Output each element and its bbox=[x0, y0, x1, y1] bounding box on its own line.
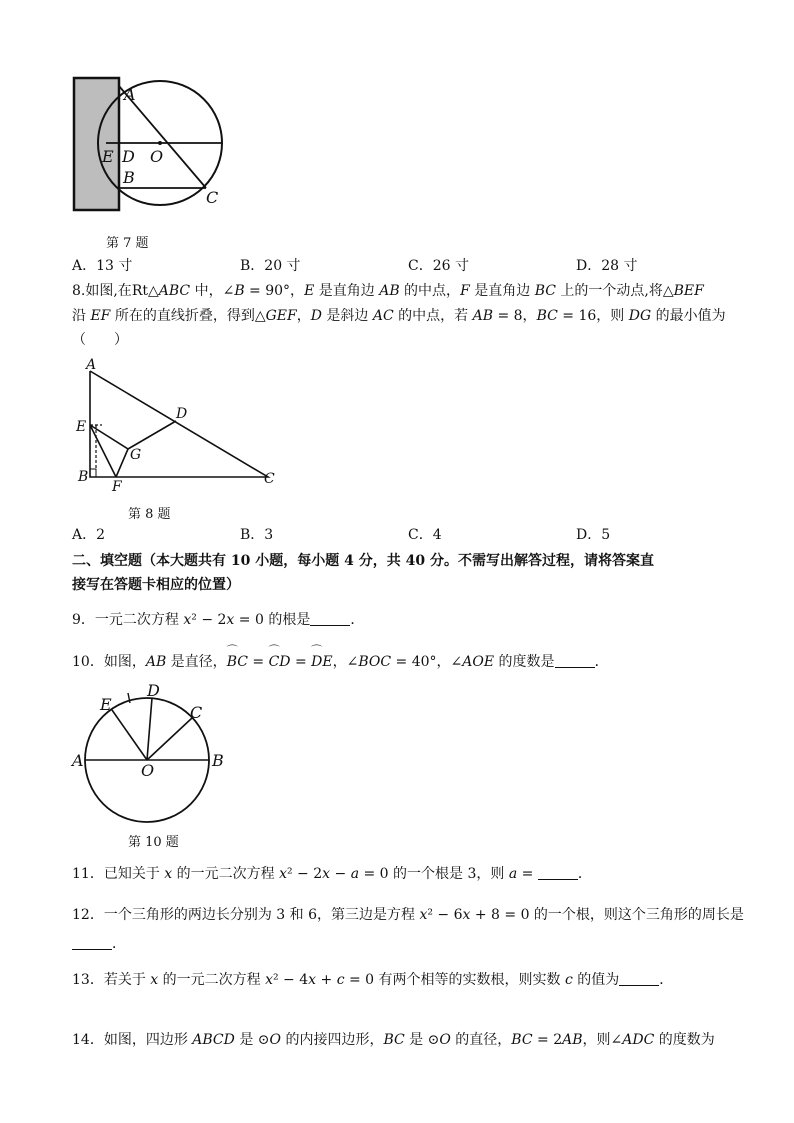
q8-option-b: B．3 bbox=[240, 527, 274, 543]
q13-answer-blank[interactable] bbox=[619, 971, 659, 986]
q7-caption: 第 7 题 bbox=[106, 236, 149, 251]
q10-answer-blank[interactable] bbox=[555, 653, 595, 668]
q7-option-c: C．26 寸 bbox=[408, 258, 469, 274]
fig8-segment-DG bbox=[128, 421, 176, 449]
fig8-label-C: C bbox=[264, 471, 275, 487]
fig10-label-C: C bbox=[190, 703, 203, 722]
q9: 9．一元二次方程 x² − 2x = 0 的根是 ． bbox=[72, 612, 365, 628]
fig7-ruler bbox=[74, 78, 119, 210]
fig10-radius-OE bbox=[112, 710, 147, 760]
q13: 13．若关于 x 的一元二次方程 x² − 4x + c = 0 有两个相等的实数根，则实数 c 的值为 ． bbox=[72, 972, 674, 988]
fig7-label-E: E bbox=[102, 147, 114, 166]
q7-option-d: D．28 寸 bbox=[576, 258, 638, 274]
q11-answer-blank[interactable] bbox=[538, 865, 578, 880]
q11: 11．已知关于 x 的一元二次方程 x² − 2x − a = 0 的一个根是 3，则 a = ． bbox=[72, 866, 592, 882]
q8-caption: 第 8 题 bbox=[128, 507, 171, 522]
figure-8 bbox=[72, 355, 292, 495]
q8-option-d: D．5 bbox=[576, 527, 611, 543]
q8-option-a: A．2 bbox=[72, 527, 106, 543]
q10: 10．如图，AB 是直径，⌒ BC = ⌒ CD = ⌒ DE，∠BOC = 40°，∠AOE 的度数是 ． bbox=[72, 652, 609, 672]
q12-line-1: 12．一个三角形的两边长分别为 3 和 6，第三边是方程 x² − 6x + 8 = 0 的一个根，则这个三角形的周长是 bbox=[72, 907, 744, 923]
q12-line-2: ． bbox=[72, 934, 126, 954]
fig10-radius-OD bbox=[147, 698, 152, 760]
q12-answer-blank[interactable] bbox=[72, 935, 112, 950]
fig10-label-B: B bbox=[212, 751, 224, 770]
fig8-label-E: E bbox=[76, 419, 87, 435]
fig8-right-angle bbox=[90, 469, 96, 477]
q9-answer-blank[interactable] bbox=[310, 611, 350, 626]
q8-option-c: C．4 bbox=[408, 527, 442, 543]
q8-line-1: 8.如图,在Rt△ABC 中，∠B = 90°，E 是直角边 AB 的中点，F 是直角边 BC 上的一个动点,将△BEF bbox=[72, 283, 704, 299]
section-2-heading-line-2: 接写在答题卡相应的位置） bbox=[72, 577, 240, 593]
q7-option-a: A．13 寸 bbox=[72, 258, 133, 274]
fig10-radius-OC bbox=[147, 718, 192, 760]
fig8-label-F: F bbox=[112, 479, 122, 495]
fig8-triangle-ABC bbox=[90, 371, 268, 477]
q8-line-2: 沿 EF 所在的直线折叠，得到△GEF，D 是斜边 AC 的中点，若 AB = 8，BC = 16，则 DG 的最小值为 bbox=[72, 308, 726, 324]
fig10-label-O: O bbox=[141, 761, 155, 780]
fig7-center-dot bbox=[158, 141, 162, 145]
q8-line-3: （ ） bbox=[72, 332, 128, 348]
fig10-label-A: A bbox=[72, 751, 84, 770]
fig8-label-A: A bbox=[86, 357, 97, 373]
fig7-label-B: B bbox=[123, 168, 135, 187]
fig10-label-E: E bbox=[100, 695, 112, 714]
fig10-label-D: D bbox=[147, 681, 160, 700]
q14: 14．如图，四边形 ABCD 是 ⊙O 的内接四边形，BC 是 ⊙O 的直径，BC = 2AB，则∠ADC 的度数为 bbox=[72, 1032, 715, 1048]
fig8-segment-GF bbox=[116, 449, 128, 477]
fig7-label-A: A bbox=[124, 85, 136, 104]
fig8-label-D: D bbox=[176, 406, 188, 422]
fig8-label-G: G bbox=[130, 447, 142, 463]
q10-caption: 第 10 题 bbox=[128, 835, 179, 850]
fig8-label-B: B bbox=[78, 469, 89, 485]
figure-10 bbox=[70, 680, 240, 830]
fig7-label-O: O bbox=[150, 147, 164, 166]
fig7-label-C: C bbox=[206, 188, 219, 207]
section-2-heading-line-1: 二、填空题（本大题共有 10 小题，每小题 4 分，共 40 分。不需写出解答过程，请将答案直 bbox=[72, 553, 654, 569]
fig7-label-D: D bbox=[122, 147, 135, 166]
q7-option-b: B．20 寸 bbox=[240, 258, 301, 274]
figure-7 bbox=[60, 70, 280, 220]
